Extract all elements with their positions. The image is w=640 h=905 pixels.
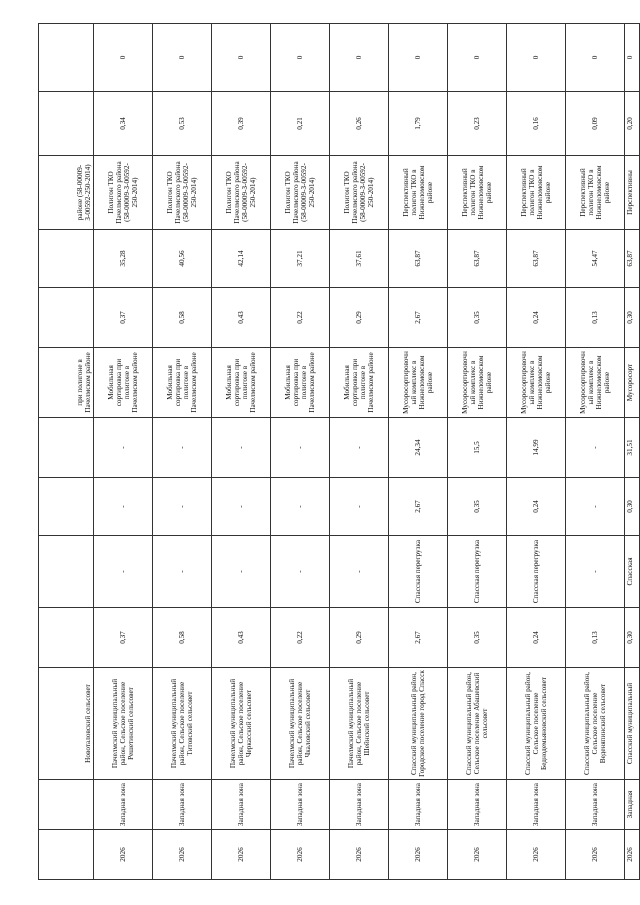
cell-disposal-site: Полигон ТКО Пачелмского района (58-00009-З-00592-250-2014) (271, 156, 330, 230)
cell-distance-to-disposal: 63,87 (448, 230, 507, 288)
cell-transfer-station: - (94, 536, 153, 608)
cell-remainder: 0 (330, 24, 389, 92)
cell-distance-to-disposal: 63,87 (625, 230, 640, 288)
cell-transfer-station: - (330, 536, 389, 608)
cell-sorting-facility: Мобильная сортировка при полигоне в Пачелмском районе (212, 348, 271, 418)
cell-distance-to-transfer: - (153, 418, 212, 478)
cell-transfer-station: - (212, 536, 271, 608)
cell-mass-to-sorting (39, 288, 94, 348)
cell-year: 2026 (94, 830, 153, 880)
cell-mass-to-transfer: 0,35 (448, 478, 507, 536)
cell-mass-to-transfer: - (330, 478, 389, 536)
cell-remainder: 0 (271, 24, 330, 92)
cell-settlement: Спасский муниципальный район, Сельское поселение Абашевский сельсовет (448, 668, 507, 780)
cell-disposal-site: Перспективный полигон ТКО в Нижнеломовском районе (448, 156, 507, 230)
cell-year: 2026 (448, 830, 507, 880)
cell-mass-formed: 0,58 (153, 608, 212, 668)
table-row (153, 24, 212, 880)
cell-mass-to-transfer: - (153, 478, 212, 536)
cell-mass-formed: 0,13 (566, 608, 625, 668)
cell-distance-to-transfer: - (271, 418, 330, 478)
cell-transfer-station (39, 536, 94, 608)
cell-disposal-site: Полигон ТКО Пачелмского района (58-00009-З-00592-250-2014) (212, 156, 271, 230)
document-page (38, 24, 634, 880)
cell-settlement: Спасский муниципальный район, Сельское поселение Веденяпинский сельсовет (566, 668, 625, 780)
cell-zone: Западная зона (153, 780, 212, 830)
cell-distance-to-disposal: 37,61 (330, 230, 389, 288)
cell-mass-to-transfer: 2,67 (389, 478, 448, 536)
table-row (330, 24, 389, 880)
cell-mass-formed: 0,37 (94, 608, 153, 668)
cell-remainder: 0 (448, 24, 507, 92)
cell-remainder: 0 (153, 24, 212, 92)
cell-settlement: Пачелмский муниципальный район, Сельское поселение Титовский сельсовет (153, 668, 212, 780)
cell-mass-to-transfer: - (94, 478, 153, 536)
cell-transfer-station: Спасская перегрузка (507, 536, 566, 608)
cell-mass-to-transfer: - (566, 478, 625, 536)
cell-sorting-facility: Мобильная сортировка при полигоне в Пачелмском районе (330, 348, 389, 418)
cell-remainder: 0 (507, 24, 566, 92)
cell-distance-to-transfer: 15,5 (448, 418, 507, 478)
cell-zone: Западная зона (330, 780, 389, 830)
cell-distance-to-disposal: 63,87 (507, 230, 566, 288)
cell-mass-to-sorting: 0,22 (271, 288, 330, 348)
cell-sorting-facility: Мобильная сортировка при полигоне в Пачелмском районе (94, 348, 153, 418)
cell-mass-formed: 0,30 (625, 608, 640, 668)
cell-year: 2026 (330, 830, 389, 880)
cell-distance-to-disposal: 54,47 (566, 230, 625, 288)
cell-mass-formed: 2,67 (389, 608, 448, 668)
cell-mass-to-sorting: 0,13 (566, 288, 625, 348)
cell-year (39, 830, 94, 880)
cell-disposal-site: районе (58-00009-З-00592-250-2014) (39, 156, 94, 230)
cell-mass-formed: 0,43 (212, 608, 271, 668)
cell-year: 2026 (389, 830, 448, 880)
cell-sorting-facility: Мобильная сортировка при полигоне в Пачелмском районе (271, 348, 330, 418)
cell-mass-to-sorting: 0,37 (94, 288, 153, 348)
cell-distance-to-transfer: 14,99 (507, 418, 566, 478)
cell-year: 2026 (507, 830, 566, 880)
cell-distance-to-disposal: 35,28 (94, 230, 153, 288)
cell-mass-formed: 0,35 (448, 608, 507, 668)
cell-mass-to-disposal: 0,16 (507, 92, 566, 156)
table-body (39, 24, 640, 880)
cell-distance-to-transfer (39, 418, 94, 478)
cell-distance-to-transfer: - (94, 418, 153, 478)
cell-settlement: Спасский муниципальный район, Сельское поселение Беднодемьяновский сельсовет (507, 668, 566, 780)
cell-mass-to-disposal: 0,26 (330, 92, 389, 156)
cell-remainder: 0 (212, 24, 271, 92)
cell-remainder: 0 (625, 24, 640, 92)
cell-mass-to-transfer: - (271, 478, 330, 536)
cell-year: 2026 (212, 830, 271, 880)
table-row-cut-off (625, 24, 640, 880)
cell-distance-to-transfer: - (212, 418, 271, 478)
cell-transfer-station: Спасская перегрузка (448, 536, 507, 608)
cell-distance-to-disposal: 42,14 (212, 230, 271, 288)
cell-zone (39, 780, 94, 830)
cell-distance-to-disposal (39, 230, 94, 288)
table-row (448, 24, 507, 880)
cell-mass-formed: 0,29 (330, 608, 389, 668)
cell-disposal-site: Перспективный полигон ТКО в Нижнеломовском районе (507, 156, 566, 230)
cell-year: 2026 (566, 830, 625, 880)
cell-distance-to-disposal: 63,87 (389, 230, 448, 288)
cell-zone: Западная зона (271, 780, 330, 830)
rotated-table-container (38, 24, 634, 880)
cell-mass-to-sorting: 0,58 (153, 288, 212, 348)
table-row (507, 24, 566, 880)
cell-mass-to-transfer: 0,24 (507, 478, 566, 536)
cell-settlement: Спасский муниципальный (625, 668, 640, 780)
cell-mass-to-sorting: 2,67 (389, 288, 448, 348)
cell-mass-to-transfer: - (212, 478, 271, 536)
cell-disposal-site: Полигон ТКО Пачелмского района (58-00009-З-00592-250-2014) (330, 156, 389, 230)
table-row (94, 24, 153, 880)
cell-disposal-site: Перспективны (625, 156, 640, 230)
cell-sorting-facility: Мусоросортировочный комплекс в Нижнеломовском районе (448, 348, 507, 418)
cell-mass-to-disposal: 0,23 (448, 92, 507, 156)
cell-mass-to-disposal: 0,53 (153, 92, 212, 156)
table-row (212, 24, 271, 880)
cell-settlement: Спасский муниципальный район, Городское поселение город Спасск (389, 668, 448, 780)
cell-remainder (39, 24, 94, 92)
cell-sorting-facility: Мусоросортировочный комплекс в Нижнеломовском районе (389, 348, 448, 418)
cell-settlement: Пачелмский муниципальный район, Сельское поселение Шейнский сельсовет (330, 668, 389, 780)
cell-zone: Западная (625, 780, 640, 830)
cell-distance-to-transfer: 31,51 (625, 418, 640, 478)
cell-mass-to-sorting: 0,29 (330, 288, 389, 348)
cell-year: 2026 (271, 830, 330, 880)
cell-distance-to-transfer: - (330, 418, 389, 478)
cell-mass-to-transfer: 0,30 (625, 478, 640, 536)
cell-sorting-facility: Мусоросортировочный комплекс в Нижнеломовском районе (507, 348, 566, 418)
cell-mass-to-sorting: 0,30 (625, 288, 640, 348)
cell-transfer-station: Спасская перегрузка (389, 536, 448, 608)
cell-transfer-station: - (271, 536, 330, 608)
cell-mass-to-disposal (39, 92, 94, 156)
cell-distance-to-transfer: 24,34 (389, 418, 448, 478)
cell-sorting-facility: Мусоросортировочный комплекс в Нижнеломовском районе (566, 348, 625, 418)
cell-sorting-facility: при полигоне в Пачелмском районе (39, 348, 94, 418)
cell-remainder: 0 (566, 24, 625, 92)
cell-zone: Западная зона (94, 780, 153, 830)
cell-disposal-site: Полигон ТКО Пачелмского района (58-00009-З-00592-250-2014) (153, 156, 212, 230)
cell-year: 2026 (625, 830, 640, 880)
cell-mass-to-disposal: 0,20 (625, 92, 640, 156)
table-row-continued (39, 24, 94, 880)
cell-disposal-site: Полигон ТКО Пачелмского района (58-00009-З-00592-250-2014) (94, 156, 153, 230)
table-row (566, 24, 625, 880)
cell-transfer-station: - (566, 536, 625, 608)
cell-mass-to-disposal: 0,21 (271, 92, 330, 156)
cell-mass-to-disposal: 0,39 (212, 92, 271, 156)
cell-disposal-site: Перспективный полигон ТКО в Нижнеломовском районе (566, 156, 625, 230)
cell-mass-to-sorting: 0,43 (212, 288, 271, 348)
cell-disposal-site: Перспективный полигон ТКО в Нижнеломовском районе (389, 156, 448, 230)
cell-mass-formed (39, 608, 94, 668)
cell-mass-to-disposal: 0,34 (94, 92, 153, 156)
cell-sorting-facility: Мобильная сортировка при полигоне в Пачелмском районе (153, 348, 212, 418)
cell-mass-to-disposal: 1,79 (389, 92, 448, 156)
cell-mass-formed: 0,24 (507, 608, 566, 668)
cell-settlement: Пачелмский муниципальный район, Сельское поселение Черкасский сельсовет (212, 668, 271, 780)
cell-zone: Западная зона (507, 780, 566, 830)
cell-mass-to-sorting: 0,24 (507, 288, 566, 348)
cell-mass-to-disposal: 0,09 (566, 92, 625, 156)
cell-settlement: Пачелмский муниципальный район, Сельское поселение Решетинский сельсовет (94, 668, 153, 780)
cell-settlement: Пачелмский муниципальный район, Сельское поселение Чкаловский сельсовет (271, 668, 330, 780)
cell-sorting-facility: Мусоросорт (625, 348, 640, 418)
table-row (271, 24, 330, 880)
cell-year: 2026 (153, 830, 212, 880)
cell-remainder: 0 (389, 24, 448, 92)
cell-mass-formed: 0,22 (271, 608, 330, 668)
table-row (389, 24, 448, 880)
cell-mass-to-sorting: 0,35 (448, 288, 507, 348)
waste-flow-table (38, 23, 640, 880)
cell-zone: Западная зона (389, 780, 448, 830)
cell-distance-to-transfer: - (566, 418, 625, 478)
cell-zone: Западная зона (566, 780, 625, 830)
cell-settlement: Новоталовский сельсовет (39, 668, 94, 780)
cell-distance-to-disposal: 40,56 (153, 230, 212, 288)
cell-transfer-station: - (153, 536, 212, 608)
cell-zone: Западная зона (448, 780, 507, 830)
cell-mass-to-transfer (39, 478, 94, 536)
cell-remainder: 0 (94, 24, 153, 92)
cell-zone: Западная зона (212, 780, 271, 830)
cell-distance-to-disposal: 37,21 (271, 230, 330, 288)
cell-transfer-station: Спасская (625, 536, 640, 608)
